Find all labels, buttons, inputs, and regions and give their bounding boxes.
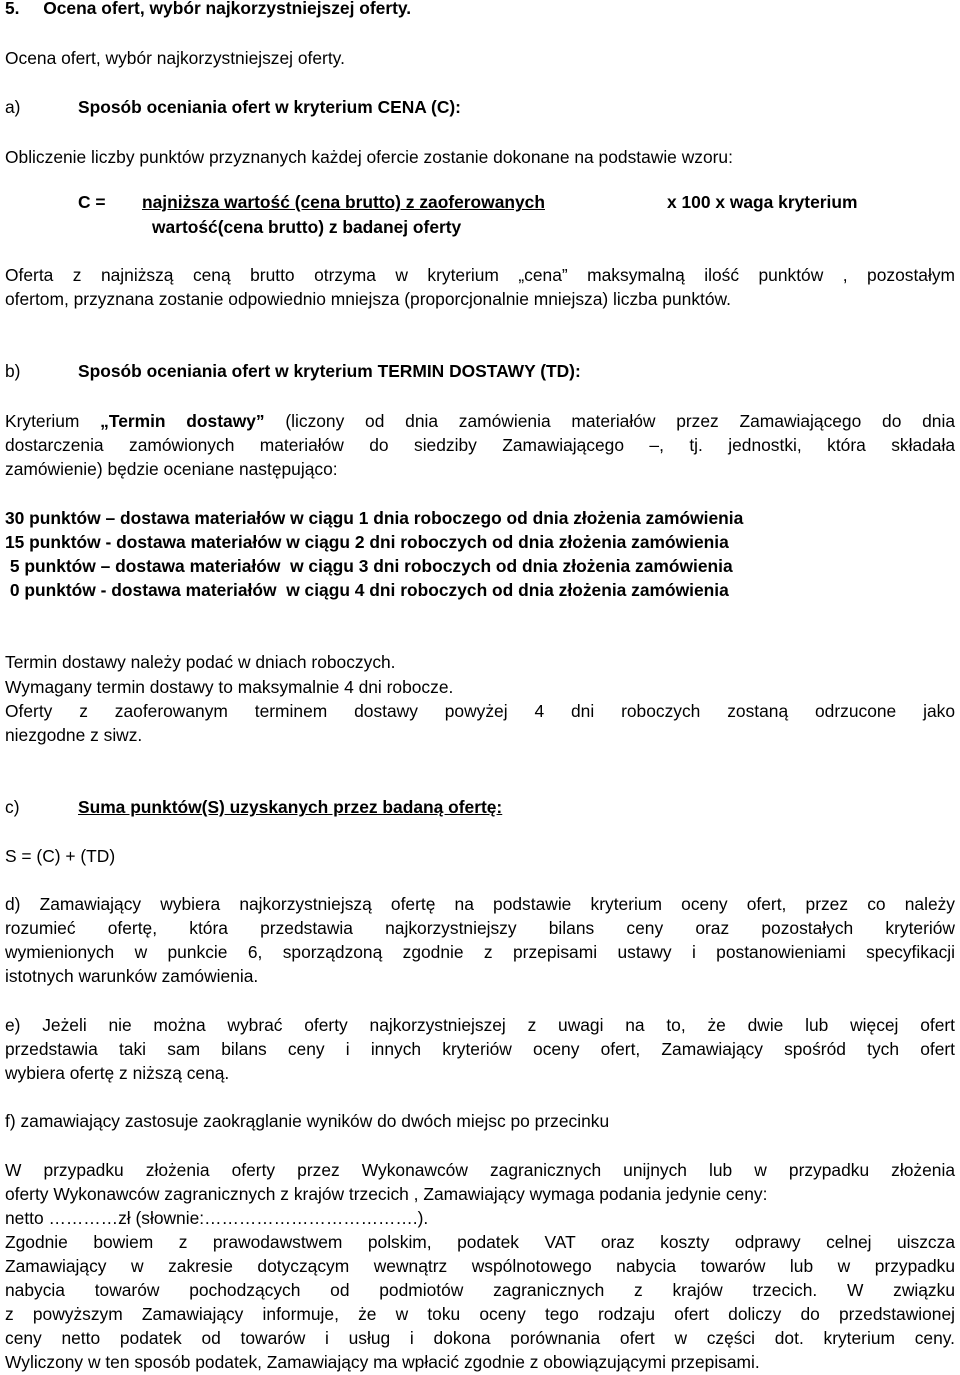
formula-lhs: C =: [78, 192, 106, 212]
points-row: 30 punktów – dostawa materiałów w ciągu 1 dnia roboczego od dnia złożenia zamówienia: [5, 508, 744, 528]
section-b-heading: [5, 360, 581, 382]
section-e-line: wybiera ofertę z niższą ceną.: [5, 1063, 230, 1083]
section-e-line: e) Jeżeli nie można wybrać oferty najkorzystniejszej z uwagi na to, że dwie lub więcej ofert: [5, 1015, 955, 1035]
foreign-line: W przypadku złożenia oferty przez Wykonawców zagranicznych unijnych lub w przypadku złożenia: [5, 1160, 955, 1180]
section-c-title: Suma punktów(S) uzyskanych przez badaną ofertę:: [78, 797, 503, 817]
delivery-note: Oferty z zaoferowanym terminem dostawy powyżej 4 dni roboczych zostaną odrzucone jako: [5, 701, 955, 721]
section-b-title: Sposób oceniania ofert w kryterium TERMIN DOSTAWY (TD):: [78, 361, 581, 381]
heading-title: Ocena ofert, wybór najkorzystniejszej oferty.: [43, 0, 412, 18]
section-b-para-3: zamówienie) będzie oceniane następująco:: [5, 459, 338, 479]
section-d-line: rozumieć ofertę, która przedstawia najkorzystniejszy bilans ceny oraz pozostałych kryteriów: [5, 918, 955, 938]
delivery-note: niezgodne z siwz.: [5, 725, 143, 745]
formula-intro: Obliczenie liczby punktów przyznanych każdej ofercie zostanie dokonane na podstawie wzoru:: [5, 147, 733, 167]
foreign-line: oferty Wykonawców zagranicznych z krajów trzecich , Zamawiający wymaga podania jedynie ceny:: [5, 1184, 768, 1204]
foreign-line: nabycia towarów pochodzących od podmiotów zagranicznych z krajów trzecich. W związku: [5, 1280, 955, 1300]
section-a-title: Sposób oceniania ofert w kryterium CENA (C):: [78, 97, 461, 117]
section-d-line: wymienionych w punkcie 6, sporządzoną zgodnie z przepisami ustawy i postanowieniami specyfikacji: [5, 942, 955, 962]
section-a-heading: [5, 96, 461, 118]
section-b-para-1-bold: „Termin dostawy”: [100, 411, 265, 431]
foreign-line: ceny netto podatek od towarów i usług i dokona porównania ofert w części dot. kryterium ceny.: [5, 1328, 955, 1348]
section-b-para-2: dostarczenia zamówionych materiałów do siedziby Zamawiającego –, tj. jednostki, która składała: [5, 435, 955, 455]
section-d-line: d) Zamawiający wybiera najkorzystniejszą ofertę na podstawie kryterium oceny ofert, przez co należy: [5, 894, 955, 914]
heading-number: 5.: [5, 0, 20, 18]
section-b-para-1: [5, 410, 955, 432]
section-a-para-2: ofertom, przyznana zostanie odpowiednio mniejsza (proporcjonalnie mniejsza) liczba punktów.: [5, 289, 731, 309]
section-b-para-1-post: (liczony od dnia zamówienia materiałów przez Zamawiającego do dnia: [264, 411, 956, 431]
section-b-marker: b): [5, 361, 21, 381]
points-row: 5 punktów – dostawa materiałów w ciągu 3 dni roboczych od dnia złożenia zamówienia: [5, 556, 733, 576]
formula-numerator: najniższa wartość (cena brutto) z zaoferowanych: [142, 192, 545, 212]
foreign-line: Zamawiający w zakresie dotyczącym wewnątrz wspólnotowego nabycia towarów lub w przypadku: [5, 1256, 955, 1276]
section-b-para-1-pre: Kryterium: [5, 411, 101, 431]
sum-formula: S = (C) + (TD): [5, 846, 116, 866]
section-c-marker: c): [5, 797, 20, 817]
section-a-marker: a): [5, 97, 21, 117]
foreign-line: netto …………zł (słownie:……………………………….).: [5, 1208, 429, 1228]
section-f-line: f) zamawiający zastosuje zaokrąglanie wyników do dwóch miejsc po przecinku: [5, 1111, 610, 1131]
points-row: 15 punktów - dostawa materiałów w ciągu 2 dni roboczych od dnia złożenia zamówienia: [5, 532, 729, 552]
foreign-line: Wyliczony w ten sposób podatek, Zamawiający ma wpłacić zgodnie z obowiązującymi przepisami.: [5, 1352, 760, 1372]
section-c-heading: [5, 796, 502, 818]
foreign-line: z powyższym Zamawiający informuje, że w toku oceny tego rodzaju ofert doliczy do przedstawionej: [5, 1304, 955, 1324]
formula-denominator: wartość(cena brutto) z badanej oferty: [152, 217, 462, 237]
section-d-line: istotnych warunków zamówienia.: [5, 966, 259, 986]
intro-line: Ocena ofert, wybór najkorzystniejszej oferty.: [5, 48, 345, 68]
page-heading: [5, 0, 411, 19]
delivery-note: Termin dostawy należy podać w dniach roboczych.: [5, 652, 396, 672]
formula-multiplier: x 100 x waga kryterium: [667, 192, 858, 212]
points-row: 0 punktów - dostawa materiałów w ciągu 4 dni roboczych od dnia złożenia zamówienia: [5, 580, 729, 600]
foreign-line: Zgodnie bowiem z prawodawstwem polskim, podatek VAT oraz koszty odprawy celnej uiszcza: [5, 1232, 955, 1252]
delivery-note: Wymagany termin dostawy to maksymalnie 4 dni robocze.: [5, 677, 454, 697]
section-e-line: przedstawia taki sam bilans ceny i innych kryteriów oceny ofert, Zamawiający spośród tych ofert: [5, 1039, 955, 1059]
section-a-para-1: Oferta z najniższą ceną brutto otrzyma w kryterium „cena” maksymalną ilość punktów , pozostałym: [5, 265, 955, 285]
